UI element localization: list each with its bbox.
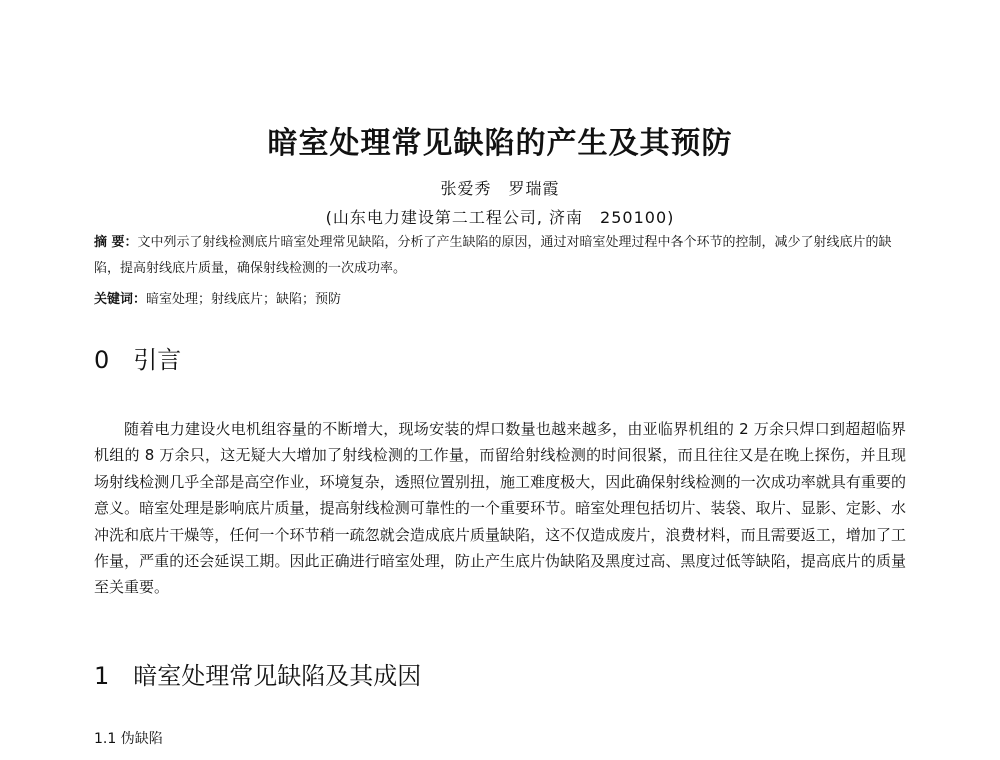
author-affiliation: (山东电力建设第二工程公司, 济南 250100) <box>325 208 675 227</box>
section-title-introduction: 0 引言 <box>94 346 182 374</box>
abstract-text: 文中列示了射线检测底片暗室处理常见缺陷，分析了产生缺陷的原因，通过对暗室处理过程中各个环节的控制，减少了射线底片的缺陷，提高射线底片质量，确保射线检测的一次成功率。 <box>94 235 892 276</box>
author-list: 张爱秀 罗瑞霞 <box>440 179 560 198</box>
keywords-label: 关键词： <box>94 292 147 307</box>
keywords-block <box>94 287 906 313</box>
section-title-common-defects: 1 暗室处理常见缺陷及其成因 <box>94 662 422 690</box>
abstract-block <box>94 230 906 282</box>
subsection-title-false-defects: 1.1 伪缺陷 <box>94 731 163 747</box>
introduction-paragraph: 随着电力建设火电机组容量的不断增大，现场安装的焊口数量也越来越多，由亚临界机组的 2 万余只焊口到超超临界机组的 8 万余只，这无疑大大增加了射线检测的工作量，而留给射线检测的时间很紧，而且往往又是在晚上探伤，并且现场射线检测几乎全部是高空作业，环境复杂，透照位置别扭，施工难度极大，因此确保射线检测的一次成功率就具有重要的意义。暗室处理是影响底片质量，提高射线检测可靠性的一个重要环节。暗室处理包括切片、装袋、取片、显影、定影、水冲洗和底片干燥等，任何一个环节稍一疏忽就会造成底片质量缺陷，这不仅造成废片，浪费材料，而且需要返工，增加了工作量，严重的还会延误工期。因此正确进行暗室处理，防止产生底片伪缺陷及黑度过高、黑度过低等缺陷，提高底片的质量至关重要。 <box>94 420 906 597</box>
keywords-text: 暗室处理；射线底片；缺陷；预防 <box>146 292 342 307</box>
abstract-label: 摘 要： <box>94 235 138 250</box>
paper-title: 暗室处理常见缺陷的产生及其预防 <box>267 126 733 161</box>
